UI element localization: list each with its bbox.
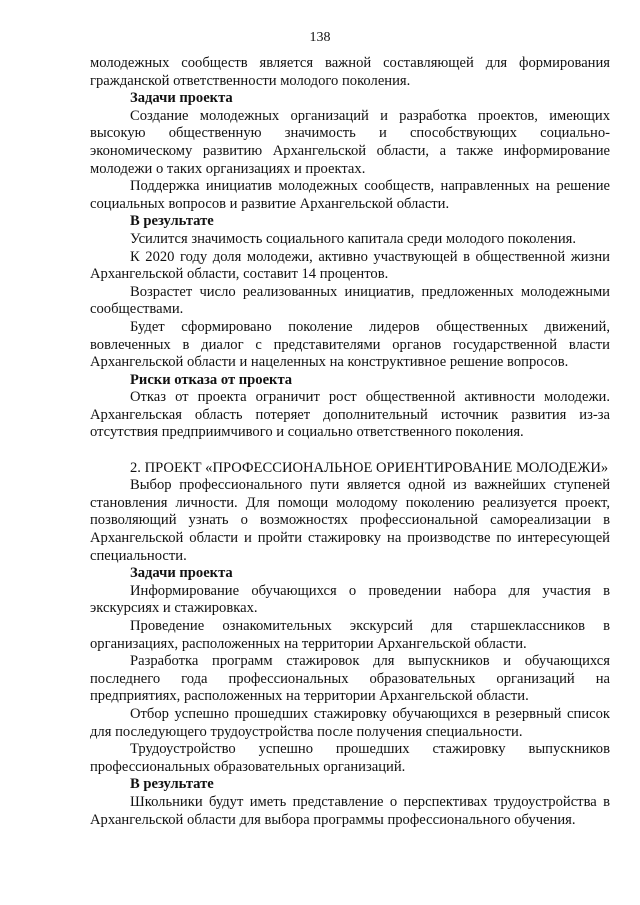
section-heading: 2. ПРОЕКТ «ПРОФЕССИОНАЛЬНОЕ ОРИЕНТИРОВАНИЕ МОЛОДЕЖИ» [130, 459, 609, 476]
subheading-results: В результате [130, 213, 214, 230]
paragraph: Отказ от проекта ограничит рост общественной активности молодежи. Архангельская область потеряет дополнительный источник развития из-за отсутствия предприимчивого и социально ответственного поколения. [90, 389, 610, 441]
paragraph: Отбор успешно прошедших стажировку обучающихся в резервный список для последующего трудоустройства после получения специальности. [90, 705, 610, 740]
paragraph: Трудоустройство успешно прошедших стажировку выпускников профессиональных образовательных организаций. [90, 741, 610, 775]
paragraph: Проведение ознакомительных экскурсий для старшеклассников в организациях, расположенных на территории Архангельской области. [90, 618, 610, 652]
subheading-project-tasks: Задачи проекта [130, 90, 233, 107]
document-body [90, 55, 610, 829]
page-number: 138 [309, 30, 331, 45]
paragraph: Информирование обучающихся о проведении набора для участия в экскурсиях и стажировках. [90, 582, 610, 617]
subheading-risks: Риски отказа от проекта [130, 371, 293, 388]
paragraph: Школьники будут иметь представление о перспективах трудоустройства в Архангельской области для выбора программы профессионального обучения. [90, 793, 610, 828]
paragraph: молодежных сообществ является важной составляющей для формирования гражданской ответственности молодого поколения. [90, 55, 610, 89]
subheading-project-tasks: Задачи проекта [130, 565, 233, 582]
paragraph: Усилится значимость социального капитала среди молодого поколения. [130, 230, 577, 247]
subheading-results: В результате [130, 776, 214, 793]
paragraph: К 2020 году доля молодежи, активно участвующей в общественной жизни Архангельской области, составит 14 процентов. [90, 248, 610, 283]
paragraph: Будет сформировано поколение лидеров общественных движений, вовлеченных в диалог с представителями органов государственной власти Архангельской области и нацеленных на конструктивное решение вопросов. [90, 318, 610, 371]
paragraph: Поддержка инициатив молодежных сообществ, направленных на решение социальных вопросов и развитие Архангельской области. [90, 178, 610, 212]
paragraph: Возрастет число реализованных инициатив, предложенных молодежными сообществами. [90, 283, 610, 318]
paragraph: Разработка программ стажировок для выпускников и обучающихся последнего года профессиональных образовательных организаций на предприятиях, расположенных на территории Архангельской области. [90, 653, 610, 705]
blank-line [90, 442, 610, 460]
paragraph: Создание молодежных организаций и разработка проектов, имеющих высокую общественную значимость и способствующих социально-экономическому развитию Архангельской области, а также информирование молодежи о таких организациях и проектах. [90, 107, 610, 177]
paragraph: Выбор профессионального пути является одной из важнейших ступеней становления личности. Для помощи молодому поколению реализуется проект, позволяющий узнать о возможностях профессиональной самореализации в Архангельской области и пройти стажировку на производстве по интересующей специальности. [90, 477, 610, 564]
